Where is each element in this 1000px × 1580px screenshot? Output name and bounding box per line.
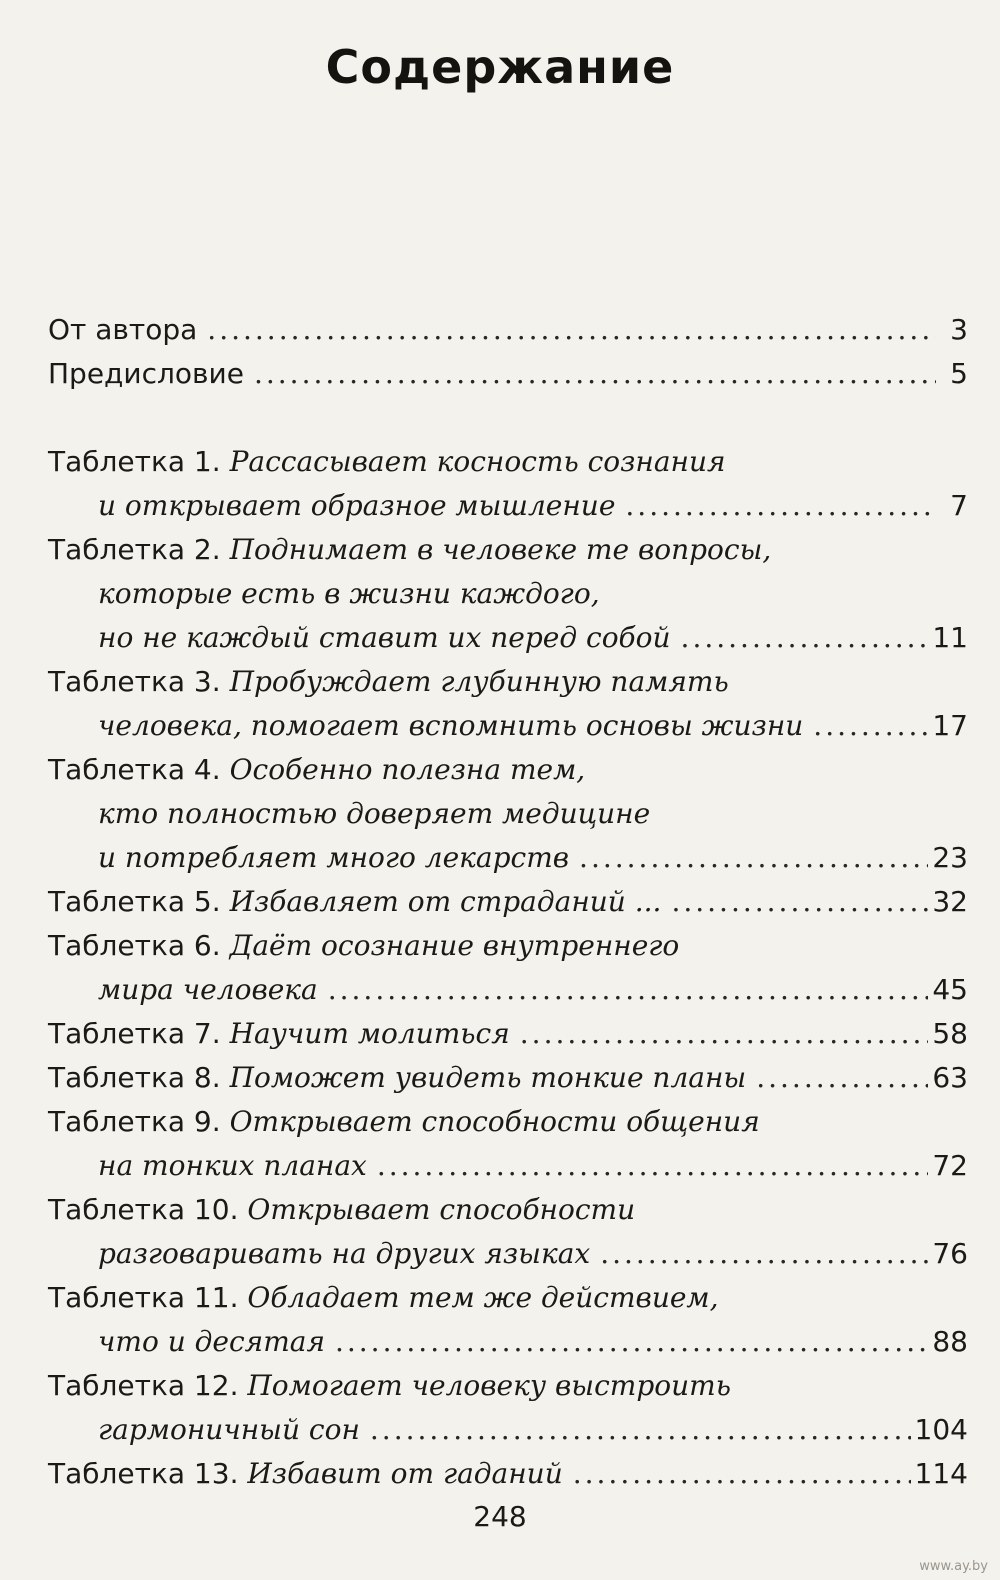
toc-entry-page: 11 [932,621,968,654]
toc-entry-label: Таблетка 11. [48,1281,239,1314]
toc-entry-description: что и десятая [98,1325,325,1358]
dot-leader [671,880,928,924]
dot-leader [370,1408,911,1452]
toc-entry-label: От автора [48,313,198,346]
toc-entry-description: и потребляет много лекарств [98,841,570,874]
toc-entry-label: Предисловие [48,357,244,390]
toc-entry-line [48,1144,968,1188]
toc-entry-description: Научит молиться [229,1017,510,1050]
toc-entry-line [48,308,968,352]
toc-entry [48,1452,968,1496]
toc-entry-label: Таблетка 3. [48,665,221,698]
toc-entry-page: 32 [932,885,968,918]
toc-entry-page: 58 [932,1017,968,1050]
dot-leader [600,1232,928,1276]
toc-entry-page: 72 [932,1149,968,1182]
toc-entry-line [48,1320,968,1364]
toc-entry-line [48,1364,968,1408]
dot-leader [207,308,936,352]
toc-entry-description: на тонких планах [98,1149,367,1182]
toc-entry [48,660,968,748]
dot-leader [335,1320,928,1364]
toc-entry-label: Таблетка 8. [48,1061,221,1094]
toc-entry-line [48,572,968,616]
toc-entry [48,1100,968,1188]
toc-entry-line [48,924,968,968]
dot-leader [254,352,936,396]
toc-entry-label: Таблетка 7. [48,1017,221,1050]
dot-leader [377,1144,929,1188]
toc-entry-line [48,748,968,792]
toc-entry-line [48,616,968,660]
dot-leader [681,616,929,660]
toc-entry [48,1056,968,1100]
toc-entry-description: Открывает способности [247,1193,636,1226]
toc-entry-page: 3 [950,313,968,346]
toc-entry-page: 23 [932,841,968,874]
toc-entry-label: Таблетка 9. [48,1105,221,1138]
dot-leader [756,1056,928,1100]
toc-entry-description: Избавит от гаданий [247,1457,563,1490]
toc-entry-line [48,352,968,396]
toc-entry-description: но не каждый ставит их перед собой [98,621,671,654]
toc-entry-description: Даёт осознание внутреннего [229,929,680,962]
toc-entry-label: Таблетка 10. [48,1193,239,1226]
toc-entry-page: 114 [914,1457,968,1490]
toc-entry-line [48,440,968,484]
page-number: 248 [473,1500,527,1533]
toc-entry [48,1364,968,1452]
toc-entry-label: Таблетка 13. [48,1457,239,1490]
toc-entry-page: 7 [950,489,968,522]
toc-entry-description: Поднимает в человеке те вопросы, [229,533,772,566]
toc-entry-page: 63 [932,1061,968,1094]
dot-leader [573,1452,911,1496]
toc-entry-page: 76 [932,1237,968,1270]
toc-entry-line [48,1100,968,1144]
toc-entry-description: Поможет увидеть тонкие планы [229,1061,747,1094]
toc-entry-description: Пробуждает глубинную память [229,665,729,698]
toc-entry-description: разговаривать на других языках [98,1237,591,1270]
dot-leader [328,968,929,1012]
toc-entry-label: Таблетка 12. [48,1369,239,1402]
toc-entry-page: 17 [932,709,968,742]
toc-entry-line [48,1188,968,1232]
toc-entry-line [48,1276,968,1320]
toc-entry-description: гармоничный сон [98,1413,360,1446]
toc-entry-line [48,704,968,748]
toc-entry-page: 5 [950,357,968,390]
toc-entry-line [48,1408,968,1452]
toc-entry-line [48,880,968,924]
toc-entry-label: Таблетка 1. [48,445,221,478]
toc-entry [48,528,968,660]
toc-entry-description: человека, помогает вспомнить основы жизни [98,709,804,742]
toc-entry-description: и открывает образное мышление [98,489,616,522]
toc-entry-label: Таблетка 6. [48,929,221,962]
toc-entry-description: мира человека [98,973,318,1006]
toc-entry-line [48,792,968,836]
toc-entry-label: Таблетка 2. [48,533,221,566]
toc-entry-line [48,1012,968,1056]
dot-leader [520,1012,929,1056]
toc-entry [48,1012,968,1056]
toc-entry [48,748,968,880]
toc-entry-description: Помогает человеку выстроить [247,1369,731,1402]
toc-entry [48,308,968,352]
toc-entry [48,352,968,396]
toc-entry [48,880,968,924]
toc-entry-line [48,1452,968,1496]
toc-entry-line [48,660,968,704]
toc-entry-page: 45 [932,973,968,1006]
watermark: www.ay.by [919,1559,988,1574]
toc-entry-label: Таблетка 4. [48,753,221,786]
toc-entry-line [48,1056,968,1100]
toc-entry-line [48,528,968,572]
toc-entry-description: Рассасывает косность сознания [229,445,726,478]
toc-entry-line [48,484,968,528]
toc-entry-line [48,968,968,1012]
toc-entry-line [48,1232,968,1276]
toc-entry-page: 88 [932,1325,968,1358]
page-title: Содержание [325,40,675,94]
toc-entry [48,924,968,1012]
toc-entry-description: кто полностью доверяет медицине [98,797,651,830]
toc-entry-description: которые есть в жизни каждого, [98,577,600,610]
dot-leader [579,836,928,880]
toc-entry-description: Обладает тем же действием, [247,1281,719,1314]
toc-entry [48,440,968,528]
toc-entry [48,1188,968,1276]
toc-entry-line [48,836,968,880]
toc-entry-description: Избавляет от страданий ... [229,885,662,918]
table-of-contents [48,308,968,1496]
toc-entry-label: Таблетка 5. [48,885,221,918]
toc-entry [48,1276,968,1364]
toc-entry-page: 104 [914,1413,968,1446]
toc-entry-description: Открывает способности общения [229,1105,760,1138]
dot-leader [625,484,936,528]
toc-entry-description: Особенно полезна тем, [229,753,586,786]
dot-leader [813,704,928,748]
